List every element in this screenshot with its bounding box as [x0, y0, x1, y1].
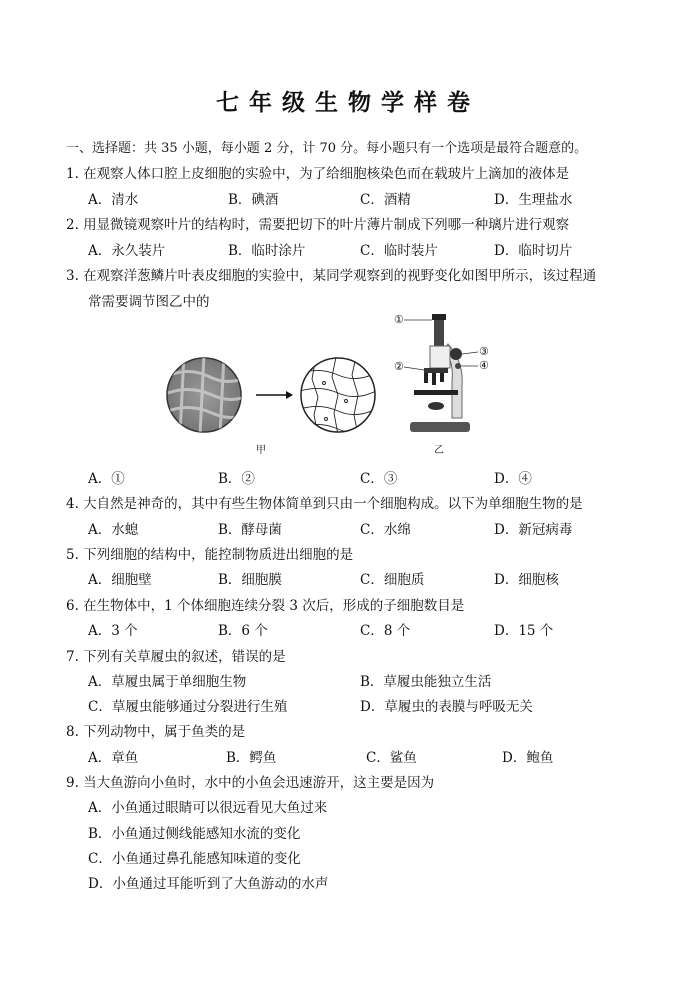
question-2-option-c[interactable]: C．临时装片	[360, 243, 438, 259]
question-7-option-d[interactable]: D．草履虫的表膜与呼吸无关	[360, 699, 533, 715]
question-6-stem: 6. 在生物体中，1 个体细胞连续分裂 3 次后，形成的子细胞数目是	[66, 598, 465, 614]
question-3-option-d[interactable]: D．④	[494, 471, 532, 487]
question-6-option-c[interactable]: C．8 个	[360, 623, 411, 639]
question-3-option-b[interactable]: B．②	[218, 471, 255, 487]
question-1-option-a[interactable]: A．清水	[88, 192, 139, 208]
question-9-option-b[interactable]: B．小鱼通过侧线能感知水流的变化	[88, 826, 301, 842]
question-5-stem: 5. 下列细胞的结构中，能控制物质进出细胞的是	[66, 547, 354, 563]
question-9-option-d[interactable]: D．小鱼通过耳能听到了大鱼游动的水声	[88, 876, 329, 892]
question-9-option-a[interactable]: A．小鱼通过眼睛可以很远看见大鱼过来	[88, 800, 328, 816]
question-2-stem: 2. 用显微镜观察叶片的结构时，需要把切下的叶片薄片制成下列哪一种璃片进行观察	[66, 217, 570, 233]
question-1-option-b[interactable]: B．碘酒	[228, 192, 279, 208]
question-2-option-b[interactable]: B．临时涂片	[228, 243, 306, 259]
question-2-option-a[interactable]: A．永久装片	[88, 243, 166, 259]
question-5-option-c[interactable]: C．细胞质	[360, 572, 425, 588]
question-4-option-d[interactable]: D．新冠病毒	[494, 522, 573, 538]
question-3-option-c[interactable]: C．③	[360, 471, 398, 487]
question-1-option-c[interactable]: C．酒精	[360, 192, 411, 208]
question-8-option-a[interactable]: A．章鱼	[88, 750, 139, 766]
question-5-option-b[interactable]: B．细胞膜	[218, 572, 282, 588]
marker-2: ②	[394, 360, 404, 373]
question-7-option-a[interactable]: A．草履虫属于单细胞生物	[88, 674, 247, 690]
question-3-option-a[interactable]: A．①	[88, 471, 125, 487]
question-8-option-d[interactable]: D．鲍鱼	[502, 750, 554, 766]
marker-1: ①	[394, 313, 404, 326]
question-3-stem-continued: 常需要调节图乙中的	[88, 294, 210, 310]
question-4-stem: 4. 大自然是神奇的，其中有些生物体简单到只由一个细胞构成。以下为单细胞生物的是	[66, 496, 583, 512]
question-9-option-c[interactable]: C．小鱼通过鼻孔能感知味道的变化	[88, 851, 301, 867]
question-8-option-c[interactable]: C．鲨鱼	[366, 750, 417, 766]
question-1-option-d[interactable]: D．生理盐水	[494, 192, 573, 208]
question-8-option-b[interactable]: B．鳄鱼	[226, 750, 277, 766]
figure-jia	[160, 345, 400, 445]
question-2-option-d[interactable]: D．临时切片	[494, 243, 573, 259]
question-6-option-d[interactable]: D．15 个	[494, 623, 554, 639]
arrow-right-icon	[256, 391, 293, 399]
marker-4: ④	[479, 359, 489, 372]
question-7-option-c[interactable]: C．草履虫能够通过分裂进行生殖	[88, 699, 288, 715]
figure-label-jia: 甲	[256, 445, 266, 456]
question-7-option-b[interactable]: B．草履虫能独立生活	[360, 674, 492, 690]
question-5-option-d[interactable]: D．细胞核	[494, 572, 559, 588]
question-6-option-a[interactable]: A．3 个	[88, 623, 138, 639]
marker-3: ③	[479, 345, 489, 358]
question-4-option-a[interactable]: A．水螅	[88, 522, 139, 538]
blurry-cell-view	[167, 355, 252, 435]
question-8-stem: 8. 下列动物中，属于鱼类的是	[66, 724, 246, 740]
figure-label-yi: 乙	[434, 445, 444, 456]
clear-cell-view	[300, 357, 376, 435]
page-title: 七年级生物学样卷	[216, 89, 480, 116]
section-header: 一、选择题：共 35 小题，每小题 2 分，计 70 分。每小题只有一个选项是最符合题意的。	[66, 141, 588, 156]
question-5-option-a[interactable]: A．细胞壁	[88, 572, 152, 588]
microscope-figure	[390, 310, 500, 440]
question-4-option-b[interactable]: B．酵母菌	[218, 522, 282, 538]
question-4-option-c[interactable]: C．水绵	[360, 522, 411, 538]
question-6-option-b[interactable]: B．6 个	[218, 623, 268, 639]
question-7-stem: 7. 下列有关草履虫的叙述，错误的是	[66, 649, 286, 665]
question-9-stem: 9. 当大鱼游向小鱼时，水中的小鱼会迅速游开，这主要是因为	[66, 775, 435, 791]
question-3-stem: 3. 在观察洋葱鳞片叶表皮细胞的实验中，某同学观察到的视野变化如图甲所示，该过程通	[66, 268, 597, 284]
question-1-stem: 1. 在观察人体口腔上皮细胞的实验中，为了给细胞核染色而在载玻片上滴加的液体是	[66, 166, 570, 182]
